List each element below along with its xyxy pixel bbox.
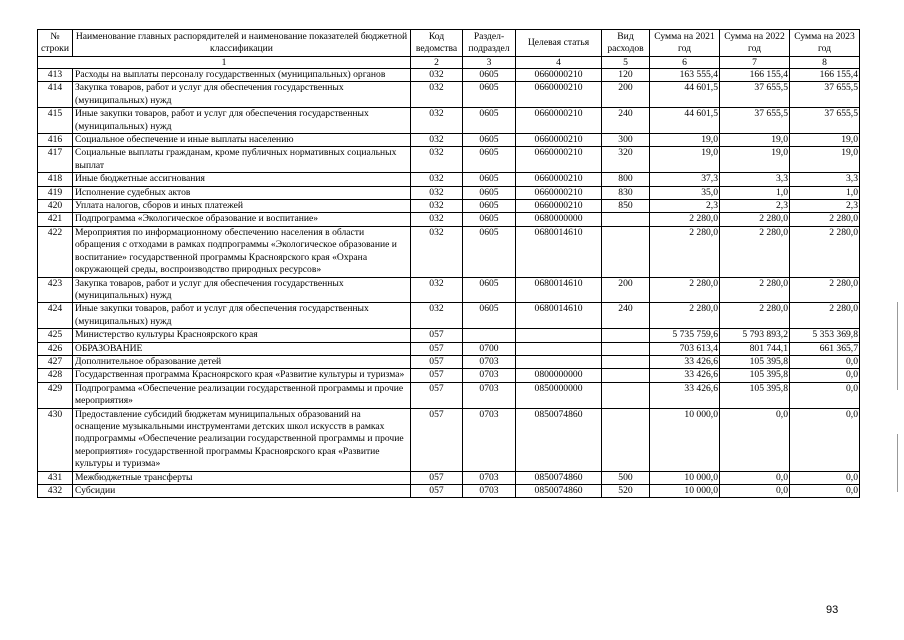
page-edge-mark (897, 302, 898, 390)
row-expense-type: 120 (602, 69, 650, 82)
header-department-code: Код ведомства (411, 30, 463, 57)
row-expense-type: 200 (602, 82, 650, 108)
row-target-article: 0660000210 (516, 200, 602, 213)
row-target-article: 0660000210 (516, 186, 602, 199)
row-sum-2021: 2 280,0 (650, 226, 720, 277)
table-row (38, 134, 860, 147)
row-section: 0703 (463, 485, 516, 498)
row-name: Иные закупки товаров, работ и услуг для обеспечения государственных (муниципальных) нужд (73, 108, 411, 134)
row-sum-2021: 33 426,6 (650, 355, 720, 368)
row-expense-type (602, 329, 650, 342)
row-number: 425 (38, 329, 73, 342)
row-sum-2021: 19,0 (650, 147, 720, 173)
row-target-article: 0850000000 (516, 382, 602, 408)
row-name: Дополнительное образование детей (73, 355, 411, 368)
row-target-article: 0680000000 (516, 213, 602, 226)
row-name: Иные закупки товаров, работ и услуг для обеспечения государственных (муниципальных) нужд (73, 303, 411, 329)
row-sum-2023: 2 280,0 (790, 226, 860, 277)
row-target-article: 0660000210 (516, 82, 602, 108)
table-row (38, 471, 860, 484)
page-number: 93 (826, 604, 839, 616)
row-target-article: 0680014610 (516, 303, 602, 329)
table-row (38, 108, 860, 134)
row-section: 0605 (463, 200, 516, 213)
header-sum-2021: Сумма на 2021 год (650, 30, 720, 57)
row-department-code: 032 (411, 226, 463, 277)
row-expense-type (602, 382, 650, 408)
row-name: Социальные выплаты гражданам, кроме публичных нормативных социальных выплат (73, 147, 411, 173)
row-expense-type (602, 213, 650, 226)
row-expense-type: 500 (602, 471, 650, 484)
row-number: 429 (38, 382, 73, 408)
row-expense-type: 200 (602, 277, 650, 303)
table-row (38, 173, 860, 186)
row-target-article: 0850074860 (516, 408, 602, 471)
row-number: 413 (38, 69, 73, 82)
table-row (38, 277, 860, 303)
row-expense-type: 240 (602, 108, 650, 134)
row-name: Закупка товаров, работ и услуг для обеспечения государственных (муниципальных) нужд (73, 277, 411, 303)
row-sum-2021: 10 000,0 (650, 471, 720, 484)
row-expense-type (602, 342, 650, 355)
row-number: 423 (38, 277, 73, 303)
row-target-article: 0660000210 (516, 108, 602, 134)
row-target-article: 0800000000 (516, 369, 602, 382)
row-department-code: 057 (411, 408, 463, 471)
row-sum-2023: 2 280,0 (790, 277, 860, 303)
row-sum-2023: 19,0 (790, 147, 860, 173)
row-target-article: 0660000210 (516, 147, 602, 173)
row-sum-2022: 0,0 (720, 471, 790, 484)
table-row (38, 342, 860, 355)
row-sum-2022: 166 155,4 (720, 69, 790, 82)
row-department-code: 032 (411, 277, 463, 303)
row-number: 418 (38, 173, 73, 186)
row-department-code: 032 (411, 200, 463, 213)
row-target-article: 0660000210 (516, 69, 602, 82)
row-sum-2022: 3,3 (720, 173, 790, 186)
row-number: 419 (38, 186, 73, 199)
row-number: 431 (38, 471, 73, 484)
row-sum-2022: 2 280,0 (720, 213, 790, 226)
row-sum-2023: 37 655,5 (790, 82, 860, 108)
row-sum-2023: 0,0 (790, 471, 860, 484)
column-number: 7 (720, 57, 790, 69)
row-target-article: 0850074860 (516, 471, 602, 484)
row-expense-type: 850 (602, 200, 650, 213)
row-sum-2021: 2,3 (650, 200, 720, 213)
row-name: Межбюджетные трансферты (73, 471, 411, 484)
row-section: 0605 (463, 69, 516, 82)
row-sum-2023: 37 655,5 (790, 108, 860, 134)
row-name: Подпрограмма «Обеспечение реализации государственной программы и прочие мероприятия» (73, 382, 411, 408)
row-expense-type: 300 (602, 134, 650, 147)
row-number: 414 (38, 82, 73, 108)
row-name: Исполнение судебных актов (73, 186, 411, 199)
row-sum-2022: 37 655,5 (720, 82, 790, 108)
row-sum-2022: 801 744,1 (720, 342, 790, 355)
row-expense-type: 320 (602, 147, 650, 173)
row-name: Государственная программа Красноярского края «Развитие культуры и туризма» (73, 369, 411, 382)
table-row (38, 369, 860, 382)
row-sum-2023: 0,0 (790, 369, 860, 382)
row-target-article (516, 329, 602, 342)
row-name: Министерство культуры Красноярского края (73, 329, 411, 342)
column-number-row (38, 57, 860, 69)
row-expense-type (602, 226, 650, 277)
row-expense-type (602, 408, 650, 471)
row-section: 0605 (463, 82, 516, 108)
header-sum-2022: Сумма на 2022 год (720, 30, 790, 57)
row-section: 0703 (463, 355, 516, 368)
budget-table (37, 29, 860, 498)
table-row (38, 200, 860, 213)
row-expense-type: 830 (602, 186, 650, 199)
row-sum-2022: 1,0 (720, 186, 790, 199)
row-section: 0605 (463, 303, 516, 329)
row-sum-2022: 105 395,8 (720, 355, 790, 368)
row-sum-2022: 0,0 (720, 485, 790, 498)
row-department-code: 057 (411, 329, 463, 342)
row-section: 0703 (463, 382, 516, 408)
row-number: 424 (38, 303, 73, 329)
row-sum-2022: 19,0 (720, 134, 790, 147)
row-number: 430 (38, 408, 73, 471)
row-department-code: 057 (411, 355, 463, 368)
row-sum-2021: 703 613,4 (650, 342, 720, 355)
row-section: 0605 (463, 213, 516, 226)
header-expense-type: Вид расходов (602, 30, 650, 57)
row-number: 426 (38, 342, 73, 355)
row-sum-2022: 2 280,0 (720, 277, 790, 303)
row-section: 0605 (463, 226, 516, 277)
table-row (38, 186, 860, 199)
row-sum-2023: 5 353 369,8 (790, 329, 860, 342)
row-sum-2023: 2,3 (790, 200, 860, 213)
row-sum-2021: 2 280,0 (650, 303, 720, 329)
column-number: 5 (602, 57, 650, 69)
row-department-code: 057 (411, 471, 463, 484)
row-section: 0703 (463, 471, 516, 484)
row-name: Иные бюджетные ассигнования (73, 173, 411, 186)
table-row (38, 82, 860, 108)
row-sum-2021: 2 280,0 (650, 213, 720, 226)
row-sum-2023: 0,0 (790, 355, 860, 368)
table-body (38, 69, 860, 498)
row-sum-2023: 0,0 (790, 485, 860, 498)
table-row (38, 303, 860, 329)
row-name: Мероприятия по информационному обеспечению населения в области обращения с отходами в рамках подпрограммы «Экологическое образование и воспитание» государственной программы Красноярского края «Охрана окружающей среды, воспроизводство природных ресурсов» (73, 226, 411, 277)
row-section: 0700 (463, 342, 516, 355)
row-department-code: 032 (411, 147, 463, 173)
row-sum-2023: 0,0 (790, 408, 860, 471)
row-sum-2021: 10 000,0 (650, 408, 720, 471)
row-department-code: 032 (411, 69, 463, 82)
table-row (38, 408, 860, 471)
table-row (38, 69, 860, 82)
row-name: Уплата налогов, сборов и иных платежей (73, 200, 411, 213)
row-target-article (516, 342, 602, 355)
row-section: 0605 (463, 277, 516, 303)
row-name: ОБРАЗОВАНИЕ (73, 342, 411, 355)
row-department-code: 032 (411, 303, 463, 329)
column-number: 6 (650, 57, 720, 69)
row-sum-2022: 5 793 893,2 (720, 329, 790, 342)
row-target-article (516, 355, 602, 368)
row-section: 0703 (463, 408, 516, 471)
row-expense-type: 520 (602, 485, 650, 498)
table-row (38, 213, 860, 226)
row-sum-2023: 661 365,7 (790, 342, 860, 355)
header-row-number: № строки (38, 30, 73, 57)
row-sum-2021: 5 735 759,6 (650, 329, 720, 342)
row-number: 428 (38, 369, 73, 382)
row-sum-2023: 3,3 (790, 173, 860, 186)
row-target-article: 0850074860 (516, 485, 602, 498)
row-sum-2022: 2,3 (720, 200, 790, 213)
row-number: 432 (38, 485, 73, 498)
row-section: 0605 (463, 108, 516, 134)
row-sum-2021: 33 426,6 (650, 382, 720, 408)
row-target-article: 0680014610 (516, 226, 602, 277)
row-name: Закупка товаров, работ и услуг для обеспечения государственных (муниципальных) нужд (73, 82, 411, 108)
row-sum-2023: 166 155,4 (790, 69, 860, 82)
row-name: Предоставление субсидий бюджетам муниципальных образований на оснащение музыкальными инструментами детских школ искусств в рамках подпрограммы «Обеспечение реализации государственной программы и прочие мероприятия» государственной программы Красноярского края «Развитие культуры и туризма» (73, 408, 411, 471)
row-number: 422 (38, 226, 73, 277)
row-target-article: 0660000210 (516, 134, 602, 147)
row-expense-type: 240 (602, 303, 650, 329)
row-number: 416 (38, 134, 73, 147)
page-edge-mark (897, 434, 898, 492)
row-sum-2021: 2 280,0 (650, 277, 720, 303)
row-sum-2023: 0,0 (790, 382, 860, 408)
row-sum-2021: 44 601,5 (650, 82, 720, 108)
row-department-code: 032 (411, 213, 463, 226)
row-sum-2021: 44 601,5 (650, 108, 720, 134)
row-target-article: 0680014610 (516, 277, 602, 303)
row-sum-2023: 2 280,0 (790, 213, 860, 226)
row-expense-type: 800 (602, 173, 650, 186)
row-sum-2022: 19,0 (720, 147, 790, 173)
header-section: Раздел-подраздел (463, 30, 516, 57)
row-number: 421 (38, 213, 73, 226)
column-number: 3 (463, 57, 516, 69)
row-sum-2021: 10 000,0 (650, 485, 720, 498)
column-number: 2 (411, 57, 463, 69)
column-number: 8 (790, 57, 860, 69)
row-department-code: 032 (411, 173, 463, 186)
row-sum-2022: 105 395,8 (720, 369, 790, 382)
row-section: 0605 (463, 173, 516, 186)
table-row (38, 147, 860, 173)
row-name: Расходы на выплаты персоналу государственных (муниципальных) органов (73, 69, 411, 82)
row-department-code: 057 (411, 369, 463, 382)
row-section: 0703 (463, 369, 516, 382)
row-sum-2021: 163 555,4 (650, 69, 720, 82)
row-sum-2021: 35,0 (650, 186, 720, 199)
column-number: 4 (516, 57, 602, 69)
row-name: Подпрограмма «Экологическое образование и воспитание» (73, 213, 411, 226)
table-row (38, 355, 860, 368)
row-sum-2022: 2 280,0 (720, 303, 790, 329)
table-row (38, 329, 860, 342)
table-header-row (38, 30, 860, 57)
column-number: 1 (38, 57, 411, 69)
budget-table-container (37, 29, 859, 498)
row-sum-2021: 33 426,6 (650, 369, 720, 382)
row-number: 420 (38, 200, 73, 213)
header-sum-2023: Сумма на 2023 год (790, 30, 860, 57)
row-name: Социальное обеспечение и иные выплаты населению (73, 134, 411, 147)
row-department-code: 032 (411, 134, 463, 147)
table-row (38, 485, 860, 498)
row-expense-type (602, 355, 650, 368)
row-sum-2023: 1,0 (790, 186, 860, 199)
row-department-code: 057 (411, 342, 463, 355)
row-department-code: 032 (411, 82, 463, 108)
row-department-code: 032 (411, 108, 463, 134)
row-section (463, 329, 516, 342)
row-section: 0605 (463, 134, 516, 147)
row-section: 0605 (463, 186, 516, 199)
row-expense-type (602, 369, 650, 382)
row-department-code: 057 (411, 382, 463, 408)
row-department-code: 057 (411, 485, 463, 498)
row-sum-2023: 19,0 (790, 134, 860, 147)
table-row (38, 226, 860, 277)
row-number: 427 (38, 355, 73, 368)
row-department-code: 032 (411, 186, 463, 199)
row-number: 417 (38, 147, 73, 173)
row-sum-2023: 2 280,0 (790, 303, 860, 329)
row-name: Субсидии (73, 485, 411, 498)
row-target-article: 0660000210 (516, 173, 602, 186)
row-sum-2022: 105 395,8 (720, 382, 790, 408)
row-sum-2022: 37 655,5 (720, 108, 790, 134)
row-section: 0605 (463, 147, 516, 173)
row-sum-2021: 19,0 (650, 134, 720, 147)
header-name: Наименование главных распорядителей и наименование показателей бюджетной классификации (73, 30, 411, 57)
row-number: 415 (38, 108, 73, 134)
table-row (38, 382, 860, 408)
row-sum-2022: 2 280,0 (720, 226, 790, 277)
header-target-article: Целевая статья (516, 30, 602, 57)
row-sum-2022: 0,0 (720, 408, 790, 471)
row-sum-2021: 37,3 (650, 173, 720, 186)
